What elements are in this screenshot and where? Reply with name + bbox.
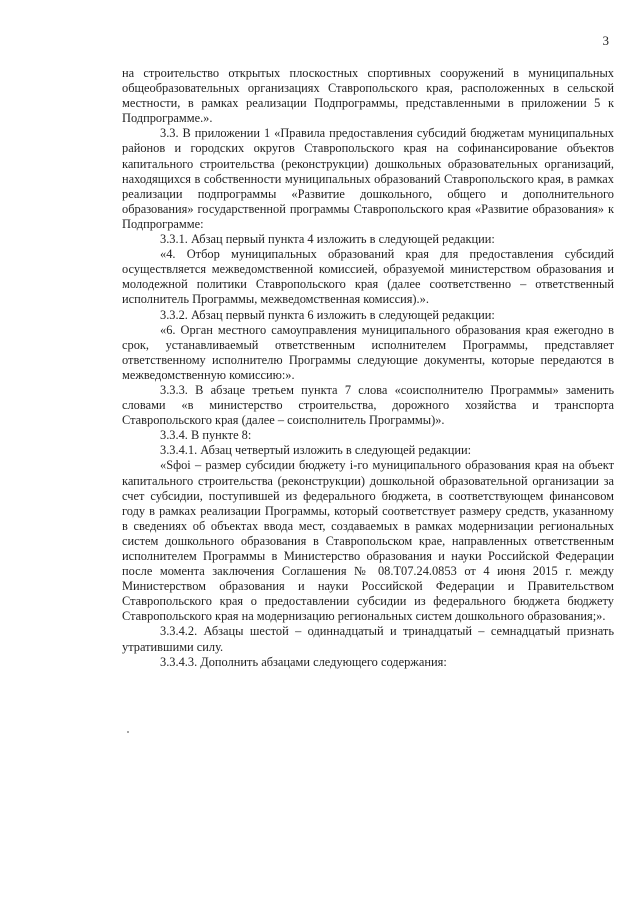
- paragraph: 3.3.4. В пункте 8:: [160, 428, 252, 443]
- paragraph: «Sфоi – размер субсидии бюджету i-го муниципального образования края на объект капитального строительства (реконструкции) дошкольной образовательной организации за счет субсидии, поступившей из федерального бюджета, в соответствующем финансовом году в рамках реализации Программы, который соответствует размеру средств, указанному в сведениях об объектах ввода мест, создаваемых в рамках модернизации региональных систем дошкольного образования в Ставропольском крае, направленных ответственным исполнителем Программы в Министерство образования и науки Российской Федерации после момента заключения Соглашения № 08.Т07.24.0853 от 4 июня 2015 г. между Министерством образования и науки Российской Федерации и Правительством Ставропольского края о предоставлении субсидии из федерального бюджета бюджету Ставропольского края на модернизацию региональных систем дошкольного образования;».: [122, 458, 614, 624]
- paragraph: 3.3. В приложении 1 «Правила предоставления субсидий бюджетам муниципальных районов и городских округов Ставропольского края на софинансирование объектов капитального строительства (реконструкции) дошкольных образовательных организаций, находящихся в собственности муниципальных образований Ставропольского края, в рамках реализации подпрограммы «Развитие дошкольного, общего и дополнительного образования» государственной программы Ставропольского края «Развитие образования» к Подпрограмме:: [122, 126, 614, 231]
- page-number: 3: [602, 33, 609, 48]
- paragraph: «6. Орган местного самоуправления муниципального образования края ежегодно в срок, устанавливаемый ответственным исполнителем Программы, представляет ответственному исполнителю Программы следующие документы, которые передаются в межведомственную комиссию:».: [122, 322, 614, 382]
- scan-speck: [127, 731, 129, 733]
- paragraph: 3.3.4.1. Абзац четвертый изложить в следующей редакции:: [160, 443, 472, 458]
- paragraph: 3.3.3. В абзаце третьем пункта 7 слова «соисполнителю Программы» заменить словами «в министерство строительства, дорожного хозяйства и транспорта Ставропольского края (далее – соисполнитель Программы)».: [122, 382, 614, 428]
- document-body: [122, 66, 614, 670]
- paragraph: 3.3.1. Абзац первый пункта 4 изложить в следующей редакции:: [160, 232, 495, 247]
- paragraph: 3.3.4.3. Дополнить абзацами следующего содержания:: [160, 654, 447, 669]
- paragraph: «4. Отбор муниципальных образований края для предоставления субсидий осуществляется межведомственной комиссией, образуемой министерством образования и молодежной политики Ставропольского края (далее соответственно – ответственный исполнитель Программы, межведомственная комиссия).».: [122, 247, 614, 307]
- paragraph: 3.3.4.2. Абзацы шестой – одиннадцатый и тринадцатый – семнадцатый признать утратившими силу.: [122, 624, 614, 654]
- paragraph: 3.3.2. Абзац первый пункта 6 изложить в следующей редакции:: [160, 307, 495, 322]
- paragraph: на строительство открытых плоскостных спортивных сооружений в муниципальных общеобразовательных организациях Ставропольского края, расположенных в сельской местности, в рамках реализации Подпрограммы, представленными в приложении 5 к Подпрограмме.».: [122, 66, 614, 126]
